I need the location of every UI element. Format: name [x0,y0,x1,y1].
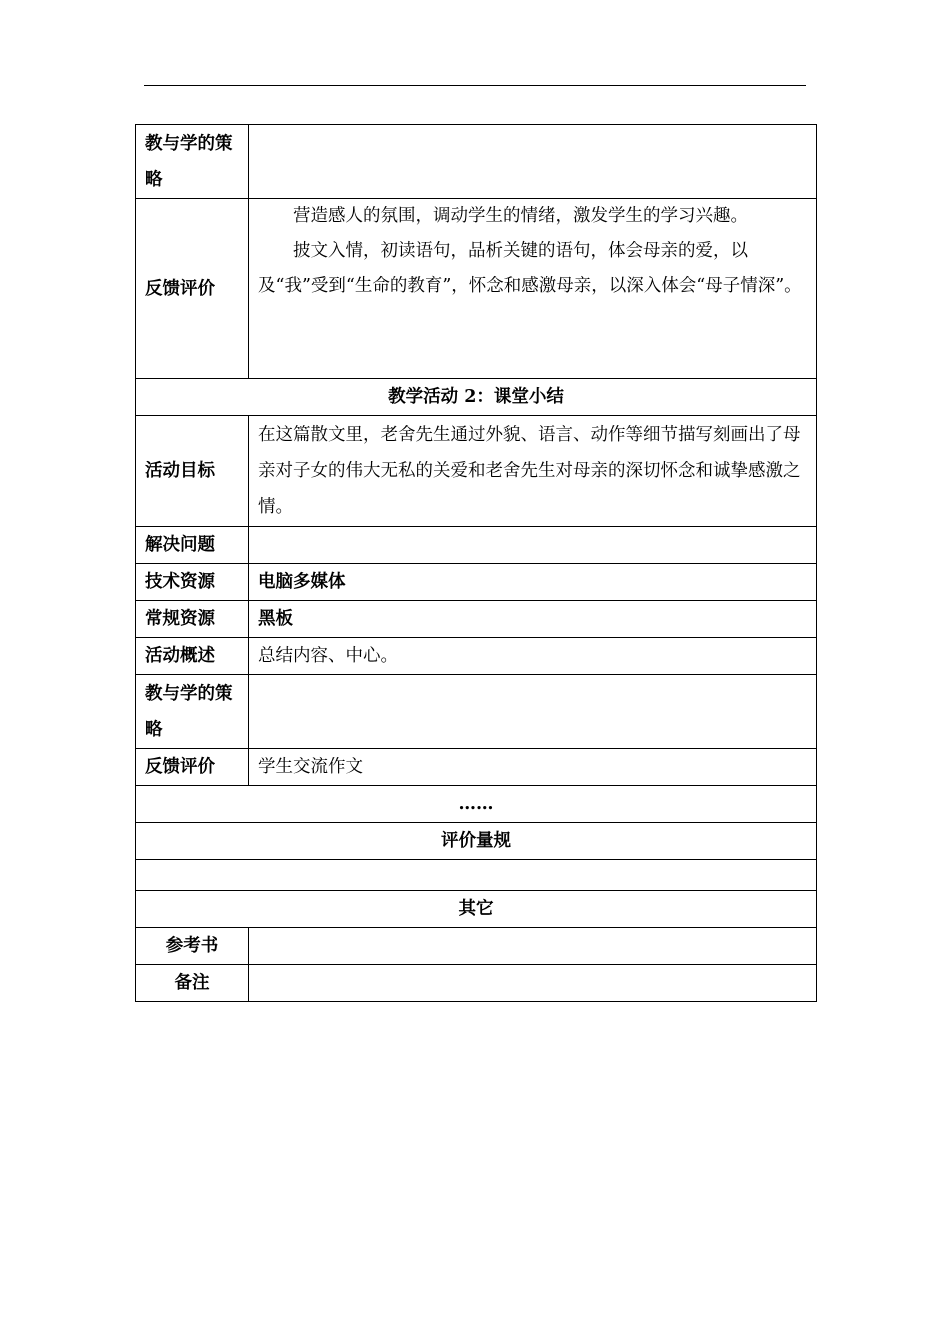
overview-label: 活动概述 [136,638,249,675]
regular-resource-label: 常规资源 [136,601,249,638]
strategy-row-1 [136,125,817,199]
reference-value [249,928,817,965]
regular-resource-row [136,601,817,638]
reference-label: 参考书 [136,928,249,965]
strategy-label-2: 教与学的策略 [136,675,249,749]
rubric-title: 评价量规 [136,823,817,860]
header-rule [144,85,806,86]
rubric-content [136,860,817,891]
notes-value [249,965,817,1002]
tech-resource-label: 技术资源 [136,564,249,601]
strategy-label-1: 教与学的策略 [136,125,249,199]
problem-value [249,527,817,564]
notes-row [136,965,817,1002]
goal-row [136,416,817,527]
other-title: 其它 [136,891,817,928]
activity-2-title: 教学活动 2：课堂小结 [136,379,817,416]
feedback-value-1 [249,199,817,379]
rubric-title-row [136,823,817,860]
strategy-value-1 [249,125,817,199]
feedback-row-1 [136,199,817,379]
goal-label: 活动目标 [136,416,249,527]
feedback-row-2 [136,749,817,786]
feedback-value-2: 学生交流作文 [249,749,817,786]
rubric-content-row [136,860,817,891]
feedback-paragraph-1: 营造感人的氛围，调动学生的情绪，激发学生的学习兴趣。 [293,206,748,226]
problem-row [136,527,817,564]
strategy-value-2 [249,675,817,749]
feedback-label-2: 反馈评价 [136,749,249,786]
notes-label: 备注 [136,965,249,1002]
regular-resource-value: 黑板 [249,601,817,638]
overview-row [136,638,817,675]
problem-label: 解决问题 [136,527,249,564]
activity-2-title-row [136,379,817,416]
tech-resource-value: 电脑多媒体 [249,564,817,601]
tech-resource-row [136,564,817,601]
feedback-paragraph-2: 披文入情，初读语句，品析关键的语句，体会母亲的爱，以及“我”受到“生命的教育”，怀念和感激母亲，以深入体会“母子情深”。 [258,241,802,296]
ellipsis-text: …… [136,786,817,823]
strategy-row-2 [136,675,817,749]
feedback-label-1: 反馈评价 [136,199,249,379]
overview-value: 总结内容、中心。 [249,638,817,675]
other-title-row [136,891,817,928]
goal-value: 在这篇散文里，老舍先生通过外貌、语言、动作等细节描写刻画出了母亲对子女的伟大无私的关爱和老舍先生对母亲的深切怀念和诚挚感激之情。 [249,416,817,527]
lesson-plan-table [135,124,817,1002]
reference-row [136,928,817,965]
ellipsis-row [136,786,817,823]
